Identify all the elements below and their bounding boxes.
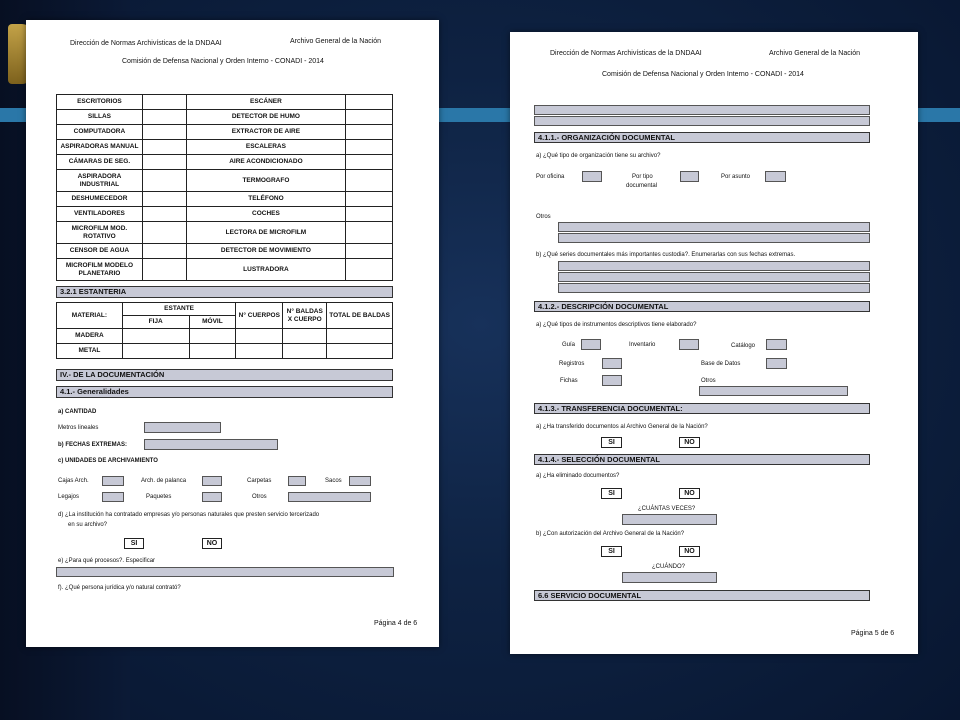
- no-option[interactable]: NO: [202, 538, 222, 549]
- no-option[interactable]: NO: [679, 488, 700, 499]
- question-f: f). ¿Qué persona jurídica y/o natural contrató?: [58, 585, 181, 591]
- label-metros: Metros lineales: [58, 425, 99, 431]
- label-unidades: c) UNIDADES DE ARCHIVAMIENTO: [58, 458, 158, 464]
- question-instrumentos: a) ¿Qué tipos de instrumentos descriptivos tiene elaborado?: [536, 322, 697, 328]
- cuantas-veces-field[interactable]: [622, 514, 717, 525]
- series-line[interactable]: [558, 272, 870, 282]
- otros-instr-field[interactable]: [699, 386, 848, 396]
- label-registros: Registros: [559, 361, 585, 367]
- series-line[interactable]: [558, 261, 870, 271]
- unit-label: Cajas Arch.: [58, 478, 89, 484]
- si-option[interactable]: SI: [601, 437, 622, 448]
- label-base-datos: Base de Datos: [701, 361, 741, 367]
- procesos-field[interactable]: [56, 567, 394, 577]
- equipment-cell: ASPIRADORAS MANUAL: [57, 140, 143, 155]
- section-4-1: 4.1.- Generalidades: [56, 386, 393, 398]
- question-d-line1: d) ¿La institución ha contratado empresas y/o personas naturales que presten servicio tercerizado: [58, 512, 320, 518]
- section-6-6: 6.6 SERVICIO DOCUMENTAL: [534, 590, 870, 601]
- question-series: b) ¿Qué series documentales más importantes custodia?. Enumerarlas con sus fechas extremas.: [536, 252, 796, 258]
- header-commission: Comisión de Defensa Nacional y Orden Interno - CONADI - 2014: [122, 58, 324, 65]
- registros-field[interactable]: [602, 358, 622, 369]
- label-catalogo: Catálogo: [731, 343, 756, 349]
- equipment-cell: ESCÁNER: [186, 95, 346, 110]
- equipment-cell: COCHES: [186, 207, 346, 222]
- otros-line[interactable]: [558, 233, 870, 243]
- shelf-header-fija: FIJA: [122, 316, 189, 329]
- equipment-cell: DETECTOR DE MOVIMIENTO: [186, 244, 346, 259]
- section-4-1-2: 4.1.2.- DESCRIPCIÓN DOCUMENTAL: [534, 301, 870, 312]
- equipment-cell: COMPUTADORA: [57, 125, 143, 140]
- label-cuantas-veces: ¿CUÁNTAS VECES?: [638, 506, 696, 512]
- label-otros-instr: Otros: [701, 378, 716, 384]
- label-por-oficina: Por oficina: [536, 174, 565, 180]
- section-estanteria: 3.2.1 ESTANTERIA: [56, 286, 393, 298]
- cuando-field[interactable]: [622, 572, 717, 583]
- unit-label: Sacos: [325, 478, 342, 484]
- otros-line[interactable]: [558, 222, 870, 232]
- label-por-tipo: Por tipo: [632, 174, 653, 180]
- unit-field[interactable]: [349, 476, 371, 486]
- por-asunto-field[interactable]: [765, 171, 786, 182]
- header-shaded-bar: [534, 105, 870, 115]
- header-shaded-bar: [534, 116, 870, 126]
- shelf-header-total: TOTAL DE BALDAS: [327, 303, 393, 329]
- shelf-header-baldas: N° BALDAS X CUERPO: [283, 303, 327, 329]
- equipment-cell: ESCRITORIOS: [57, 95, 143, 110]
- equipment-cell: ESCALERAS: [186, 140, 346, 155]
- document-page-5: [510, 32, 918, 654]
- unit-label: Otros: [252, 494, 267, 500]
- shelf-row-label: MADERA: [57, 329, 123, 344]
- document-page-4: [26, 20, 439, 647]
- unit-field[interactable]: [288, 492, 371, 502]
- equipment-cell: ASPIRADORA INDUSTRIAL: [57, 170, 143, 192]
- fichas-field[interactable]: [602, 375, 622, 386]
- por-oficina-field[interactable]: [582, 171, 602, 182]
- equipment-cell: LECTORA DE MICROFILM: [186, 222, 346, 244]
- shelf-header-movil: MÓVIL: [189, 316, 236, 329]
- no-option[interactable]: NO: [679, 437, 700, 448]
- label-fichas: Fichas: [560, 378, 578, 384]
- unit-label: Carpetas: [247, 478, 272, 484]
- guia-field[interactable]: [581, 339, 601, 350]
- header-commission: Comisión de Defensa Nacional y Orden Interno - CONADI - 2014: [602, 71, 804, 78]
- si-option[interactable]: SI: [601, 488, 622, 499]
- equipment-cell: EXTRACTOR DE AIRE: [186, 125, 346, 140]
- question-d-line2: en su archivo?: [68, 522, 108, 528]
- base-datos-field[interactable]: [766, 358, 787, 369]
- unit-field[interactable]: [288, 476, 306, 486]
- shelf-header-cuerpos: N° CUERPOS: [236, 303, 283, 329]
- label-otros: Otros: [536, 214, 551, 220]
- equipment-cell: MICROFILM MODELO PLANETARIO: [57, 259, 143, 281]
- header-direction: Dirección de Normas Archivísticas de la DNDAAI: [550, 50, 702, 57]
- shelf-header-estante: ESTANTE: [122, 303, 236, 316]
- equipment-cell: VENTILADORES: [57, 207, 143, 222]
- unit-label: Legajos: [58, 494, 80, 500]
- por-tipo-field[interactable]: [680, 171, 699, 182]
- question-transferencia: a) ¿Ha transferido documentos al Archivo General de la Nación?: [536, 424, 708, 430]
- page-footer: Página 5 de 6: [851, 630, 895, 637]
- question-organizacion: a) ¿Qué tipo de organización tiene su archivo?: [536, 153, 661, 159]
- unit-field[interactable]: [102, 476, 124, 486]
- shelving-table: [56, 302, 393, 359]
- unit-field[interactable]: [202, 492, 222, 502]
- no-option[interactable]: NO: [679, 546, 700, 557]
- unit-field[interactable]: [102, 492, 124, 502]
- unit-field[interactable]: [202, 476, 222, 486]
- label-documental: documental: [626, 183, 658, 189]
- header-direction: Dirección de Normas Archivísticas de la DNDAAI: [70, 40, 222, 47]
- catalogo-field[interactable]: [766, 339, 787, 350]
- shelf-header-material: MATERIAL:: [57, 303, 123, 329]
- section-4-1-4: 4.1.4.- SELECCIÓN DOCUMENTAL: [534, 454, 870, 465]
- label-por-asunto: Por asunto: [721, 174, 751, 180]
- metros-field[interactable]: [144, 422, 221, 433]
- header-agn: Archivo General de la Nación: [290, 38, 382, 45]
- si-option[interactable]: SI: [601, 546, 622, 557]
- label-inventario: Inventario: [629, 342, 656, 348]
- label-fechas: b) FECHAS EXTREMAS:: [58, 442, 127, 448]
- equipment-cell: MICROFILM MOD. ROTATIVO: [57, 222, 143, 244]
- equipment-cell: TERMOGRAFO: [186, 170, 346, 192]
- label-guia: Guía: [562, 342, 576, 348]
- equipment-cell: CENSOR DE AGUA: [57, 244, 143, 259]
- inventario-field[interactable]: [679, 339, 699, 350]
- unit-label: Paquetes: [146, 494, 172, 500]
- page-footer: Página 4 de 6: [374, 620, 418, 627]
- equipment-cell: DETECTOR DE HUMO: [186, 110, 346, 125]
- equipment-cell: SILLAS: [57, 110, 143, 125]
- equipment-cell: DESHUMECEDOR: [57, 192, 143, 207]
- section-4-1-3: 4.1.3.- TRANSFERENCIA DOCUMENTAL:: [534, 403, 870, 414]
- shelf-row-label: METAL: [57, 344, 123, 359]
- question-autorizacion: b) ¿Con autorización del Archivo General de la Nación?: [536, 531, 685, 537]
- equipment-cell: TELÉFONO: [186, 192, 346, 207]
- fechas-field[interactable]: [144, 439, 278, 450]
- equipment-cell: LUSTRADORA: [186, 259, 346, 281]
- label-cuando: ¿CUÁNDO?: [652, 564, 686, 570]
- si-option[interactable]: SI: [124, 538, 144, 549]
- equipment-cell: CÁMARAS DE SEG.: [57, 155, 143, 170]
- question-eliminado: a) ¿Ha eliminado documentos?: [536, 473, 620, 479]
- series-line[interactable]: [558, 283, 870, 293]
- unit-label: Arch. de palanca: [141, 478, 187, 484]
- section-4-1-1: 4.1.1.- ORGANIZACIÓN DOCUMENTAL: [534, 132, 870, 143]
- question-e: e) ¿Para qué procesos?. Especificar: [58, 558, 156, 564]
- equipment-cell: AIRE ACONDICIONADO: [186, 155, 346, 170]
- equipment-table: [56, 94, 393, 281]
- section-iv: IV.- DE LA DOCUMENTACIÓN: [56, 369, 393, 381]
- label-cantidad: a) CANTIDAD: [58, 409, 97, 415]
- header-agn: Archivo General de la Nación: [769, 50, 861, 57]
